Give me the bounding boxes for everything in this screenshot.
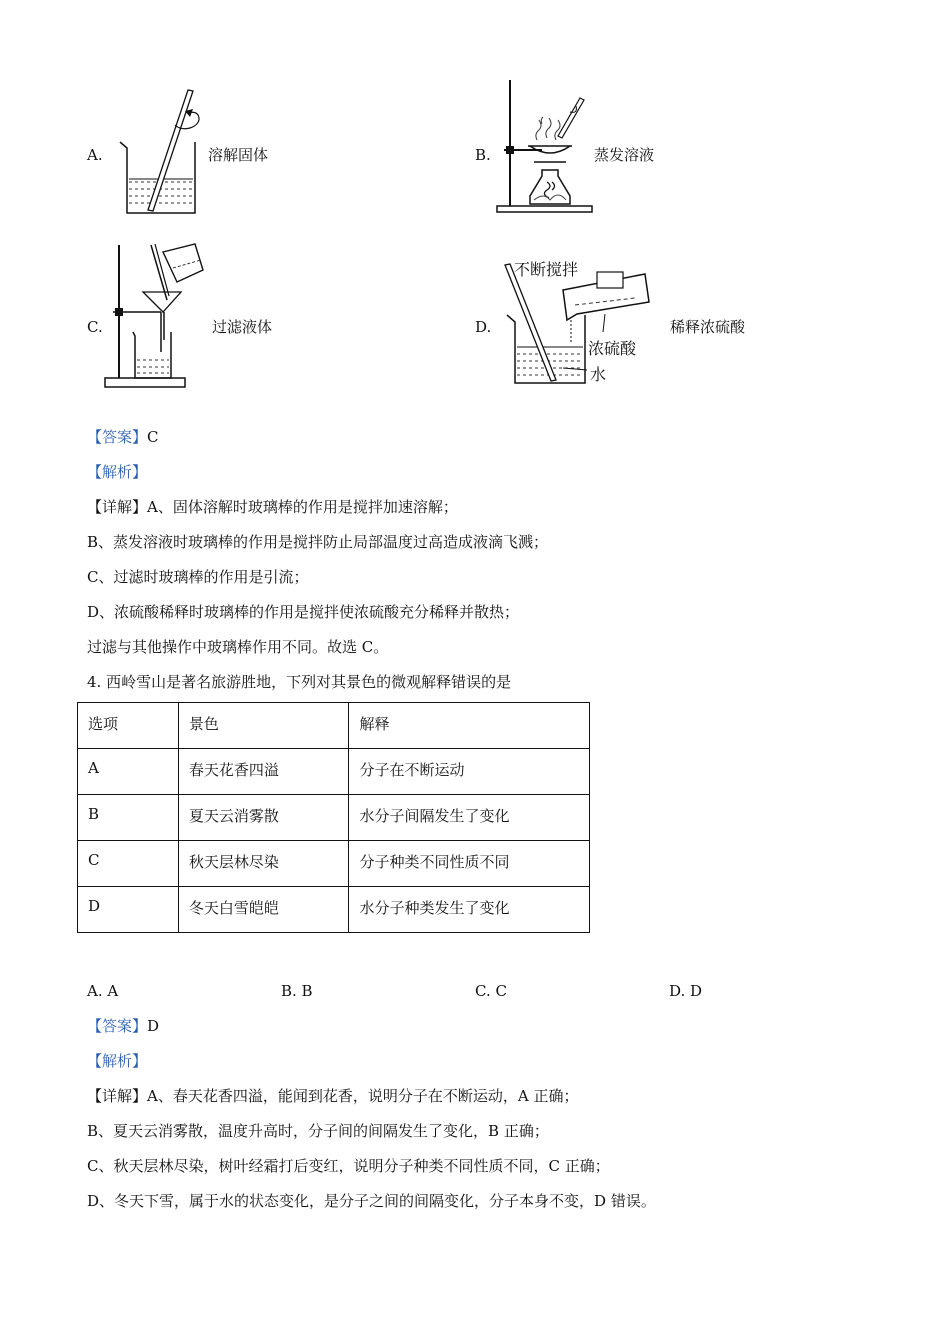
table-header: 选项 <box>78 703 179 749</box>
table-cell: C <box>78 841 179 887</box>
table-row <box>78 887 590 933</box>
table-row <box>78 841 590 887</box>
table-cell: 水分子间隔发生了变化 <box>349 795 590 841</box>
table-cell: 夏天云消雾散 <box>178 795 349 841</box>
q4-line-b: B、夏天云消雾散，温度升高时，分子间的间隔发生了变化，B 正确； <box>87 1122 549 1140</box>
q4-line-c: C、秋天层林尽染，树叶经霜打后变红，说明分子种类不同性质不同，C 正确； <box>87 1157 610 1175</box>
q4-choice-c: C. C <box>475 982 507 1000</box>
q4-answer-tag: 【答案】 <box>87 1017 148 1035</box>
q4-detail-line-1 <box>87 1086 578 1106</box>
q4-line-d: D、冬天下雪，属于水的状态变化，是分子之间的间隔变化，分子本身不变，D 错误。 <box>87 1192 656 1210</box>
option-d-label: 稀释浓硫酸 <box>670 318 746 336</box>
option-b-label: 蒸发溶液 <box>594 146 655 164</box>
filter-figure <box>103 240 218 392</box>
option-c-label: 过滤液体 <box>212 318 273 336</box>
table-cell: 冬天白雪皑皑 <box>178 887 349 933</box>
q3-line-a: A、固体溶解时玻璃棒的作用是搅拌加速溶解； <box>147 498 458 516</box>
table-cell: 春天花香四溢 <box>178 749 349 795</box>
q3-analysis-tag: 【解析】 <box>87 463 148 481</box>
dissolve-figure <box>115 85 215 220</box>
q3-answer-tag: 【答案】 <box>87 428 148 446</box>
table-cell: D <box>78 887 179 933</box>
table-cell: 秋天层林尽染 <box>178 841 349 887</box>
option-a-letter: A. <box>87 146 103 164</box>
option-c-letter: C. <box>87 318 103 336</box>
table-cell: 分子种类不同性质不同 <box>349 841 590 887</box>
q3-answer-value: C <box>147 428 159 446</box>
q4-choice-d: D. D <box>669 982 703 1000</box>
q3-answer <box>87 427 159 447</box>
table-header: 景色 <box>178 703 349 749</box>
table-cell: 水分子种类发生了变化 <box>349 887 590 933</box>
q4-analysis-tag: 【解析】 <box>87 1052 148 1070</box>
stir-label: 不断搅拌 <box>514 260 579 279</box>
table-header-row <box>78 703 590 749</box>
q3-detail-tag: 【详解】 <box>87 498 148 516</box>
q4-table <box>77 702 590 933</box>
table-cell: 分子在不断运动 <box>349 749 590 795</box>
q4-answer <box>87 1016 159 1036</box>
option-d-letter: D. <box>475 318 492 336</box>
table-cell: B <box>78 795 179 841</box>
water-label: 水 <box>590 365 607 384</box>
table-header: 解释 <box>349 703 590 749</box>
table-cell: A <box>78 749 179 795</box>
q4-question: 4. 西岭雪山是著名旅游胜地，下列对其景色的微观解释错误的是 <box>87 673 512 691</box>
acid-label: 浓硫酸 <box>588 339 637 358</box>
q4-choice-b: B. B <box>281 982 313 1000</box>
q4-answer-value: D <box>147 1017 160 1035</box>
q4-detail-tag: 【详解】 <box>87 1087 148 1105</box>
table-row <box>78 795 590 841</box>
q3-line-b: B、蒸发溶液时玻璃棒的作用是搅拌防止局部温度过高造成液滴飞溅； <box>87 533 549 551</box>
q3-conclusion: 过滤与其他操作中玻璃棒作用不同。故选 C。 <box>87 638 389 656</box>
evaporate-figure <box>492 78 602 218</box>
table-row <box>78 749 590 795</box>
q3-detail-line-1 <box>87 497 458 517</box>
q4-line-a: A、春天花香四溢，能闻到花香，说明分子在不断运动，A 正确； <box>147 1087 579 1105</box>
option-a-label: 溶解固体 <box>208 146 269 164</box>
q4-choice-a: A. A <box>87 982 119 1000</box>
q3-line-d: D、浓硫酸稀释时玻璃棒的作用是搅拌使浓硫酸充分稀释并散热； <box>87 603 520 621</box>
option-b-letter: B. <box>475 146 491 164</box>
q3-line-c: C、过滤时玻璃棒的作用是引流； <box>87 568 309 586</box>
